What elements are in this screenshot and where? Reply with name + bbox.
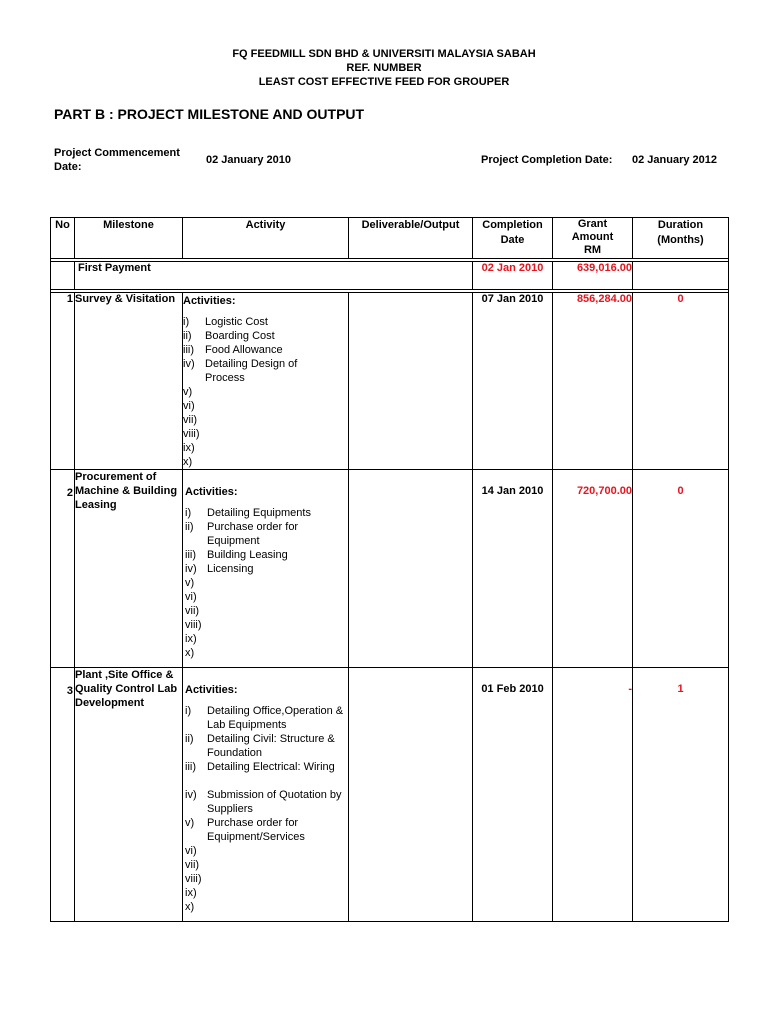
first-payment-row xyxy=(51,262,729,290)
completion-value: 02 January 2012 xyxy=(632,154,718,166)
deliverable-cell xyxy=(349,470,473,668)
completion-date: 14 Jan 2010 xyxy=(473,470,553,668)
grant-amount: 856,284.00 xyxy=(553,293,633,470)
list-item: iii) Detailing Electrical: Wiring xyxy=(185,761,335,773)
duration-months: 1 xyxy=(633,668,729,922)
first-payment-label: First Payment xyxy=(75,262,473,290)
list-item: vii) xyxy=(185,605,200,617)
list-item: i) Detailing Equipments xyxy=(185,507,311,519)
activities-title: Activities: xyxy=(185,486,238,498)
list-item: ix) xyxy=(183,442,195,454)
list-item: x) xyxy=(183,456,193,468)
table-header-row xyxy=(51,218,729,259)
activities-title: Activities: xyxy=(185,684,238,696)
activity-cell xyxy=(183,293,349,470)
header-line-2: REF. NUMBER xyxy=(346,62,422,74)
list-item: ix) xyxy=(185,633,197,645)
completion-label: Project Completion Date: xyxy=(481,154,613,166)
list-item: viii) xyxy=(185,619,202,631)
milestone-name: Survey & Visitation xyxy=(75,293,183,470)
first-payment-date: 02 Jan 2010 xyxy=(473,262,553,290)
activity-cell xyxy=(183,668,349,922)
list-item: viii) xyxy=(185,873,202,885)
list-item: x) xyxy=(185,901,195,913)
milestone-table xyxy=(50,217,729,922)
row-number: 3 xyxy=(51,668,75,922)
deliverable-cell xyxy=(349,668,473,922)
milestone-name: Procurement of Machine & Building Leasing xyxy=(75,470,183,668)
list-item: iv) Licensing xyxy=(185,563,254,575)
deliverable-cell xyxy=(349,293,473,470)
duration-months: 0 xyxy=(633,470,729,668)
list-item: iii) Building Leasing xyxy=(185,549,288,561)
list-item: iv) Detailing Design of Process xyxy=(183,358,298,384)
header-line-3: LEAST COST EFFECTIVE FEED FOR GROUPER xyxy=(258,76,510,88)
header-no: No xyxy=(51,218,75,259)
list-item: iv) Submission of Quotation by Suppliers xyxy=(185,789,342,815)
completion-date: 01 Feb 2010 xyxy=(473,668,553,922)
header-completion-date: Completion Date xyxy=(473,218,553,259)
first-payment-amount: 639,016.00 xyxy=(553,262,633,290)
milestone-name: Plant ,Site Office & Quality Control Lab Development xyxy=(75,668,183,922)
row-number: 2 xyxy=(51,470,75,668)
list-item xyxy=(185,774,346,788)
activity-cell xyxy=(183,470,349,668)
commencement-label: Project Commencement Date: xyxy=(54,147,180,173)
header-milestone: Milestone xyxy=(75,218,183,259)
activities-title: Activities: xyxy=(183,295,236,307)
header-line-1: FQ FEEDMILL SDN BHD & UNIVERSITI MALAYSIA SABAH xyxy=(232,48,536,60)
list-item: v) xyxy=(183,386,193,398)
table-row xyxy=(51,470,729,668)
list-item: ii) Detailing Civil: Structure & Foundation xyxy=(185,733,335,759)
list-item: ix) xyxy=(185,887,197,899)
header-deliverable: Deliverable/Output xyxy=(349,218,473,259)
table-row xyxy=(51,293,729,470)
list-item: vi) xyxy=(183,400,195,412)
header-grant-amount: Grant Amount RM xyxy=(553,218,633,259)
page-title: PART B : PROJECT MILESTONE AND OUTPUT xyxy=(54,106,365,122)
row-number: 1 xyxy=(51,293,75,470)
completion-date: 07 Jan 2010 xyxy=(473,293,553,470)
list-item: ii) Purchase order for Equipment xyxy=(185,521,299,547)
list-item: i) Detailing Office,Operation & Lab Equipments xyxy=(185,705,344,731)
list-item: i) Logistic Cost xyxy=(183,316,268,328)
duration-months: 0 xyxy=(633,293,729,470)
list-item: vi) xyxy=(185,845,197,857)
header-activity: Activity xyxy=(183,218,349,259)
list-item: v) Purchase order for Equipment/Services xyxy=(185,817,305,843)
list-item: iii) Food Allowance xyxy=(183,344,283,356)
grant-amount: 720,700.00 xyxy=(553,470,633,668)
header-duration: Duration (Months) xyxy=(633,218,729,259)
list-item: v) xyxy=(185,577,195,589)
list-item: vi) xyxy=(185,591,197,603)
list-item: vii) xyxy=(185,859,200,871)
grant-amount: - xyxy=(553,668,633,922)
table-row xyxy=(51,668,729,922)
list-item: ii) Boarding Cost xyxy=(183,330,275,342)
commencement-value: 02 January 2010 xyxy=(206,154,292,166)
list-item: x) xyxy=(185,647,195,659)
list-item: viii) xyxy=(183,428,200,440)
list-item: vii) xyxy=(183,414,198,426)
